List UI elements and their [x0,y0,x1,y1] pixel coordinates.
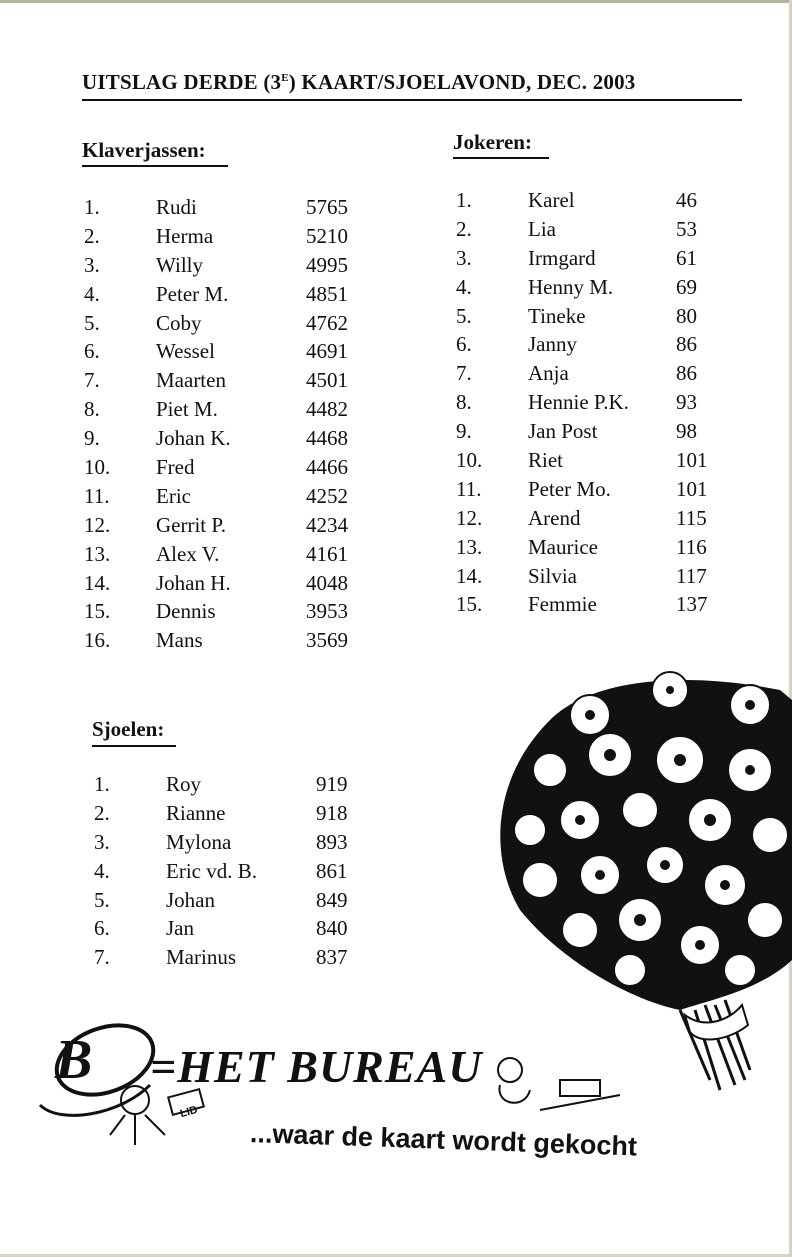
klaverjassen-rank: 12. [84,512,111,537]
klaverjassen-row [84,337,384,366]
jokeren-row [456,504,746,533]
jokeren-name: Anja [528,361,569,386]
jokeren-heading-underline [453,157,549,159]
klaverjassen-row [84,626,384,655]
sjoelen-score: 919 [316,772,348,796]
klaverjassen-row [84,193,384,222]
jokeren-name: Femmie [528,592,597,617]
jokeren-name: Irmgard [528,245,596,270]
jokeren-score: 46 [676,188,697,212]
klaverjassen-name: Maarten [156,368,226,393]
klaverjassen-score: 4851 [306,281,348,306]
jokeren-rank: 12. [456,505,483,530]
sjoelen-rank: 2. [94,800,110,825]
klaverjassen-rank: 11. [84,483,110,508]
klaverjassen-name: Herma [156,223,214,248]
jokeren-score: 80 [676,303,697,328]
klaverjassen-heading-underline [82,165,228,167]
klaverjassen-name: Johan H. [156,570,231,595]
jokeren-row [456,417,746,446]
klaverjassen-rank: 15. [84,599,111,624]
klaverjassen-results [84,193,384,655]
sjoelen-score: 849 [316,887,348,912]
klaverjassen-score: 4252 [306,483,348,508]
klaverjassen-rank: 8. [84,397,100,422]
jokeren-name: Arend [528,505,581,530]
sjoelen-row [94,914,384,943]
sjoelen-rank: 3. [94,829,110,854]
jokeren-score: 86 [676,361,697,386]
jokeren-rank: 13. [456,534,483,559]
jokeren-score: 69 [676,274,697,299]
jokeren-row [456,215,746,244]
klaverjassen-score: 4161 [306,541,348,566]
klaverjassen-score: 4048 [306,570,348,595]
klaverjassen-rank: 5. [84,310,100,335]
klaverjassen-name: Peter M. [156,281,229,306]
sjoelen-name: Johan [166,887,215,912]
sjoelen-rank: 4. [94,858,110,883]
jokeren-results [456,186,746,619]
klaverjassen-score: 4762 [306,310,348,335]
jokeren-row [456,475,746,504]
klaverjassen-rank: 13. [84,541,111,566]
klaverjassen-rank: 9. [84,426,100,451]
sjoelen-heading-underline [92,745,176,747]
klaverjassen-name: Johan K. [156,426,231,451]
klaverjassen-name: Fred [156,455,195,480]
klaverjassen-name: Alex V. [156,541,220,566]
sjoelen-name: Jan [166,916,194,941]
sjoelen-rank: 6. [94,916,110,941]
sjoelen-row [94,943,384,972]
klaverjassen-rank: 2. [84,223,100,248]
logo-tagline: ...waar de kaart wordt gekocht [249,1118,638,1162]
klaverjassen-score: 4468 [306,426,348,451]
sjoelen-results [94,770,384,972]
jokeren-name: Tineke [528,303,586,328]
klaverjassen-score: 4995 [306,252,348,277]
klaverjassen-row [84,424,384,453]
jokeren-score: 101 [676,476,708,501]
jokeren-score: 98 [676,419,697,444]
jokeren-name: Henny M. [528,274,614,299]
klaverjassen-score: 3953 [306,599,348,624]
jokeren-rank: 6. [456,332,472,357]
jokeren-score: 86 [676,332,697,357]
klaverjassen-heading: Klaverjassen: [82,138,206,162]
jokeren-rank: 14. [456,563,483,588]
klaverjassen-name: Coby [156,310,202,335]
sjoelen-score: 918 [316,800,348,825]
jokeren-rank: 5. [456,303,472,328]
klaverjassen-name: Wessel [156,339,215,364]
title-underline [82,99,742,101]
klaverjassen-row [84,251,384,280]
sjoelen-score: 893 [316,829,348,854]
sjoelen-score: 861 [316,858,348,883]
jokeren-row [456,533,746,562]
jokeren-name: Karel [528,188,575,212]
jokeren-name: Janny [528,332,577,357]
logo-name: =HET BUREAU [150,1041,483,1092]
jokeren-name: Maurice [528,534,598,559]
klaverjassen-score: 5765 [306,195,348,219]
logo-text [55,1029,483,1093]
jokeren-rank: 11. [456,476,482,501]
sjoelen-rank: 7. [94,945,110,970]
page-title: UITSLAG DERDE $(3^E)$ KAART/SJOELAVOND, DEC. 2003 [82,70,636,94]
klaverjassen-row [84,482,384,511]
jokeren-row [456,273,746,302]
jokeren-name: Hennie P.K. [528,390,629,415]
jokeren-score: 116 [676,534,707,559]
jokeren-row [456,244,746,273]
jokeren-rank: 8. [456,390,472,415]
sjoelen-heading: Sjoelen: [92,717,165,741]
klaverjassen-row [84,395,384,424]
jokeren-rank: 2. [456,216,472,241]
jokeren-score: 93 [676,390,697,415]
klaverjassen-rank: 10. [84,455,111,480]
jokeren-row [456,302,746,331]
jokeren-row [456,590,746,619]
jokeren-score: 117 [676,563,707,588]
sjoelen-rank: 1. [94,772,110,796]
jokeren-rank: 10. [456,448,483,473]
klaverjassen-row [84,540,384,569]
jokeren-name: Riet [528,448,563,473]
jokeren-row [456,446,746,475]
jokeren-row [456,359,746,388]
klaverjassen-row [84,569,384,598]
sjoelen-row [94,799,384,828]
jokeren-score: 101 [676,448,708,473]
jokeren-score: 53 [676,216,697,241]
sjoelen-row [94,828,384,857]
sjoelen-name: Marinus [166,945,236,970]
jokeren-rank: 9. [456,419,472,444]
jokeren-name: Lia [528,216,556,241]
jokeren-rank: 1. [456,188,472,212]
sjoelen-name: Eric vd. B. [166,858,257,883]
klaverjassen-row [84,222,384,251]
jokeren-heading: Jokeren: [453,130,532,154]
klaverjassen-row [84,453,384,482]
jokeren-row [456,388,746,417]
klaverjassen-name: Dennis [156,599,216,624]
klaverjassen-rank: 4. [84,281,100,306]
jokeren-name: Jan Post [528,419,598,444]
jokeren-rank: 15. [456,592,483,617]
klaverjassen-score: 3569 [306,628,348,653]
klaverjassen-row [84,597,384,626]
klaverjassen-name: Rudi [156,195,197,219]
sjoelen-row [94,886,384,915]
klaverjassen-row [84,511,384,540]
klaverjassen-name: Piet M. [156,397,218,422]
klaverjassen-rank: 16. [84,628,111,653]
klaverjassen-rank: 6. [84,339,100,364]
jokeren-row [456,330,746,359]
klaverjassen-score: 4482 [306,397,348,422]
jokeren-row [456,562,746,591]
klaverjassen-score: 4234 [306,512,348,537]
klaverjassen-rank: 7. [84,368,100,393]
sjoelen-name: Roy [166,772,202,796]
klaverjassen-row [84,280,384,309]
logo-letter: B [55,1029,94,1091]
klaverjassen-rank: 1. [84,195,100,219]
jokeren-rank: 7. [456,361,472,386]
page-edge-top [0,0,792,3]
klaverjassen-row [84,366,384,395]
klaverjassen-name: Eric [156,483,191,508]
klaverjassen-row [84,309,384,338]
sjoelen-row [94,770,384,799]
klaverjassen-name: Gerrit P. [156,512,226,537]
sjoelen-score: 837 [316,945,348,970]
lid-badge: LID [178,1103,199,1121]
klaverjassen-rank: 3. [84,252,100,277]
jokeren-score: 115 [676,505,707,530]
jokeren-name: Peter Mo. [528,476,611,501]
klaverjassen-rank: 14. [84,570,111,595]
sjoelen-name: Mylona [166,829,232,854]
sjoelen-score: 840 [316,916,348,941]
klaverjassen-score: 4466 [306,455,348,480]
klaverjassen-name: Mans [156,628,203,653]
jokeren-name: Silvia [528,563,578,588]
jokeren-rank: 4. [456,274,472,299]
sjoelen-row [94,857,384,886]
klaverjassen-score: 4501 [306,368,348,393]
klaverjassen-score: 4691 [306,339,348,364]
sjoelen-name: Rianne [166,800,226,825]
jokeren-row [456,186,746,215]
sjoelen-rank: 5. [94,887,110,912]
jokeren-score: 61 [676,245,697,270]
klaverjassen-name: Willy [156,252,203,277]
klaverjassen-score: 5210 [306,223,348,248]
jokeren-rank: 3. [456,245,472,270]
jokeren-score: 137 [676,592,708,617]
